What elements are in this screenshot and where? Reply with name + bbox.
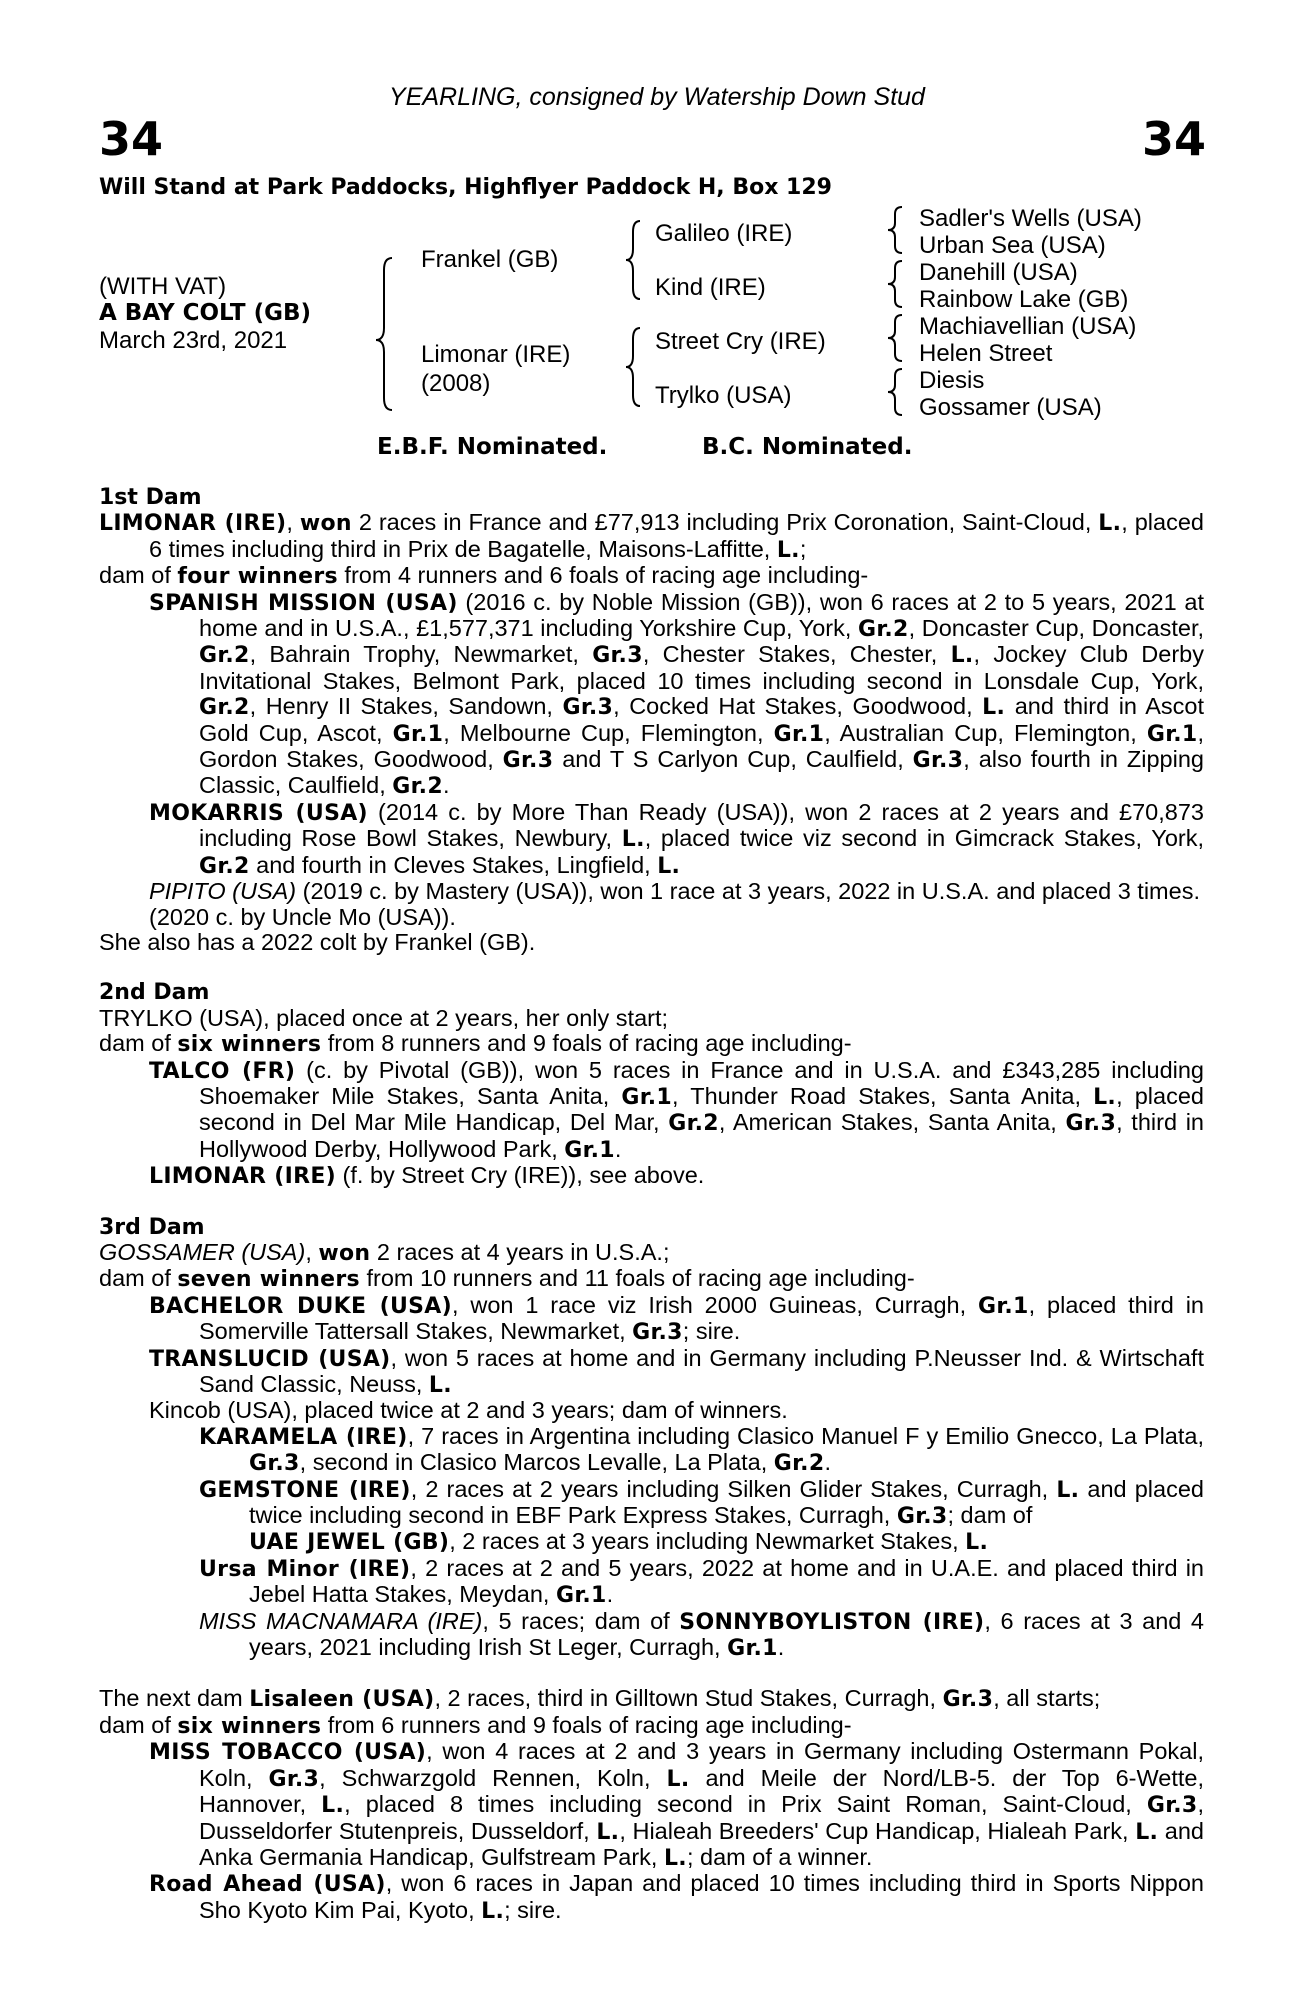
produce-entry-talco: TALCO (FR) (c. by Pivotal (GB)), won 5 races in France and in U.S.A. and £343,285 including Shoemaker Mile Stakes, Santa Anita, Gr.1, Thunder Road Stakes, Santa Anita, L., placed second in Del Mar Mile Handicap, Del Mar, Gr.2, American Stakes, Santa Anita, Gr.3, third in Hollywood Derby, Hollywood Park, Gr.1. — [149, 1056, 1205, 1163]
ebf-nominated: E.B.F. Nominated. — [377, 434, 608, 460]
second-dam-heading: 2nd Dam — [99, 980, 210, 1006]
dam-dam: Trylko (USA) — [655, 382, 792, 409]
lot-number-right: 34 — [1141, 112, 1206, 166]
produce-entry-translucid: TRANSLUCID (USA), won 5 races at home and in Germany including P.Neusser Ind. & Wirtschaft Sand Classic, Neuss, L. — [149, 1344, 1204, 1398]
produce-entry-miss-tobacco: MISS TOBACCO (USA), won 4 races at 2 and 3 years in Germany including Ostermann Pokal, Koln, Gr.3, Schwarzgold Rennen, Koln, L. and Meile der Nord/LB-5. der Top 6-Wette, Hannover, L., placed 8 times including second in Prix Saint Roman, Saint-Cloud, Gr.3, Dusseldorfer Stutenpreis, Dusseldorf, L., Hialeah Breeders' Cup Handicap, Hialeah Park, L. and Anka Germania Handicap, Gulfstream Park, L.; dam of a winner. — [149, 1738, 1205, 1871]
sire-sire: Galileo (IRE) — [655, 220, 793, 247]
ped-ddd: Gossamer (USA) — [919, 394, 1102, 421]
sire-name: Frankel (GB) — [421, 246, 559, 273]
dam-sire: Street Cry (IRE) — [655, 328, 826, 355]
sire-dam: Kind (IRE) — [655, 274, 766, 301]
produce-entry-spanish-mission: SPANISH MISSION (USA) (2016 c. by Noble Mission (GB)), won 6 races at 2 to 5 years, 2021 at home and in U.S.A., £1,577,371 including Yorkshire Cup, York, Gr.2, Doncaster Cup, Doncaster, Gr.2, Bahrain Trophy, Newmarket, Gr.3, Chester Stakes, Chester, L., Jockey Club Derby Invitational Stakes, Belmont Park, placed 10 times including second in Lonsdale Cup, York, Gr.2, Henry II Stakes, Sandown, Gr.3, Cocked Hat Stakes, Goodwood, L. and third in Ascot Gold Cup, Ascot, Gr.1, Melbourne Cup, Flemington, Gr.1, Australian Cup, Flemington, Gr.1, Gordon Stakes, Goodwood, Gr.3 and T S Carlyon Cup, Caulfield, Gr.3, also fourth in Zipping Classic, Caulfield, Gr.2. — [149, 588, 1205, 800]
produce-entry-pipito: PIPITO (USA) (2019 c. by Mastery (USA)), won 1 race at 3 years, 2022 in U.S.A. and placed 3 times. — [149, 878, 1200, 905]
next-dam-summary: The next dam Lisaleen (USA), 2 races, third in Gilltown Stud Stakes, Curragh, Gr.3, all starts; — [99, 1685, 1101, 1713]
third-dam-heading: 3rd Dam — [99, 1214, 205, 1240]
produce-note-2022: She also has a 2022 colt by Frankel (GB). — [99, 928, 536, 955]
produce-entry-mokarris: MOKARRIS (USA) (2014 c. by More Than Ready (USA)), won 2 races at 2 years and £70,873 including Rose Bowl Stakes, Newbury, L., placed twice viz second in Gimcrack Stakes, York, Gr.2 and fourth in Cleves Stakes, Lingfield, L. — [149, 798, 1204, 879]
produce-entry-kincob: Kincob (USA), placed twice at 2 and 3 years; dam of winners. — [149, 1397, 788, 1424]
produce-entry-road-ahead: Road Ahead (USA), won 6 races in Japan and placed 10 times including third in Sports Nippon Sho Kyoto Kim Pai, Kyoto, L.; sire. — [149, 1870, 1204, 1924]
horse-dob: March 23rd, 2021 — [99, 327, 288, 354]
third-dam-produce-summary: dam of seven winners from 10 runners and 11 foals of racing age including- — [99, 1265, 915, 1293]
lot-number-left: 34 — [99, 112, 164, 166]
ped-dsd: Helen Street — [919, 340, 1053, 367]
dam-name: Limonar (IRE) — [421, 341, 571, 368]
first-dam-produce-summary: dam of four winners from 4 runners and 6 foals of racing age including- — [99, 562, 869, 590]
ped-sdd: Rainbow Lake (GB) — [919, 286, 1129, 313]
second-dam-produce-summary: dam of six winners from 8 runners and 9 foals of racing age including- — [99, 1030, 852, 1058]
ped-dds: Diesis — [919, 367, 985, 394]
produce-entry-2020: (2020 c. by Uncle Mo (USA)). — [149, 903, 456, 930]
third-dam-summary: GOSSAMER (USA), won 2 races at 4 years in U.S.A.; — [99, 1238, 670, 1266]
produce-entry-limonar: LIMONAR (IRE) (f. by Street Cry (IRE)), see above. — [149, 1162, 705, 1190]
next-dam-produce-summary: dam of six winners from 6 runners and 9 foals of racing age including- — [99, 1711, 852, 1739]
catalogue-body — [99, 485, 1204, 1924]
vat-note: (WITH VAT) — [99, 273, 227, 300]
ped-sds: Danehill (USA) — [919, 259, 1078, 286]
produce-entry-karamela: KARAMELA (IRE), 7 races in Argentina including Clasico Manuel F y Emilio Gnecco, La Plata, Gr.3, second in Clasico Marcos Levalle, La Plata, Gr.2. — [199, 1422, 1204, 1477]
horse-name: A BAY COLT (GB) — [99, 300, 312, 326]
produce-entry-bachelor-duke: BACHELOR DUKE (USA), won 1 race viz Irish 2000 Guineas, Curragh, Gr.1, placed third in Somerville Tattersall Stakes, Newmarket, Gr.3; sire. — [149, 1291, 1204, 1346]
produce-entry-ursa-minor: Ursa Minor (IRE), 2 races at 2 and 5 years, 2022 at home and in U.A.E. and placed third in Jebel Hatta Stakes, Meydan, Gr.1. — [199, 1554, 1204, 1609]
dam-year: (2008) — [421, 370, 491, 397]
bc-nominated: B.C. Nominated. — [702, 434, 913, 460]
first-dam-summary: LIMONAR (IRE), won 2 races in France and £77,913 including Prix Coronation, Saint-Cloud, L., placed 6 times including third in Prix de Bagatelle, Maisons-Laffitte, L.; — [99, 509, 1204, 563]
produce-entry-miss-macnamara: MISS MACNAMARA (IRE), 5 races; dam of SONNYBOYLISTON (IRE), 6 races at 3 and 4 years, 2021 including Irish St Leger, Curragh, Gr.1. — [199, 1607, 1205, 1662]
ped-ssd: Urban Sea (USA) — [919, 232, 1106, 259]
catalogue-subtitle: YEARLING, consigned by Watership Down Stud — [389, 83, 925, 111]
produce-entry-gemstone: GEMSTONE (IRE), 2 races at 2 years including Silken Glider Stakes, Curragh, L. and placed twice including second in EBF Park Express Stakes, Curragh, Gr.3; dam of UAE JEWEL (GB), 2 races at 3 years including Newmarket Stakes, L. — [199, 1475, 1204, 1556]
first-dam-heading: 1st Dam — [99, 485, 202, 510]
stand-location: Will Stand at Park Paddocks, Highflyer Paddock H, Box 129 — [99, 175, 832, 200]
second-dam-summary: TRYLKO (USA), placed once at 2 years, her only start; — [99, 1004, 669, 1031]
ped-dss: Machiavellian (USA) — [919, 313, 1137, 340]
ped-sss: Sadler's Wells (USA) — [919, 205, 1142, 232]
